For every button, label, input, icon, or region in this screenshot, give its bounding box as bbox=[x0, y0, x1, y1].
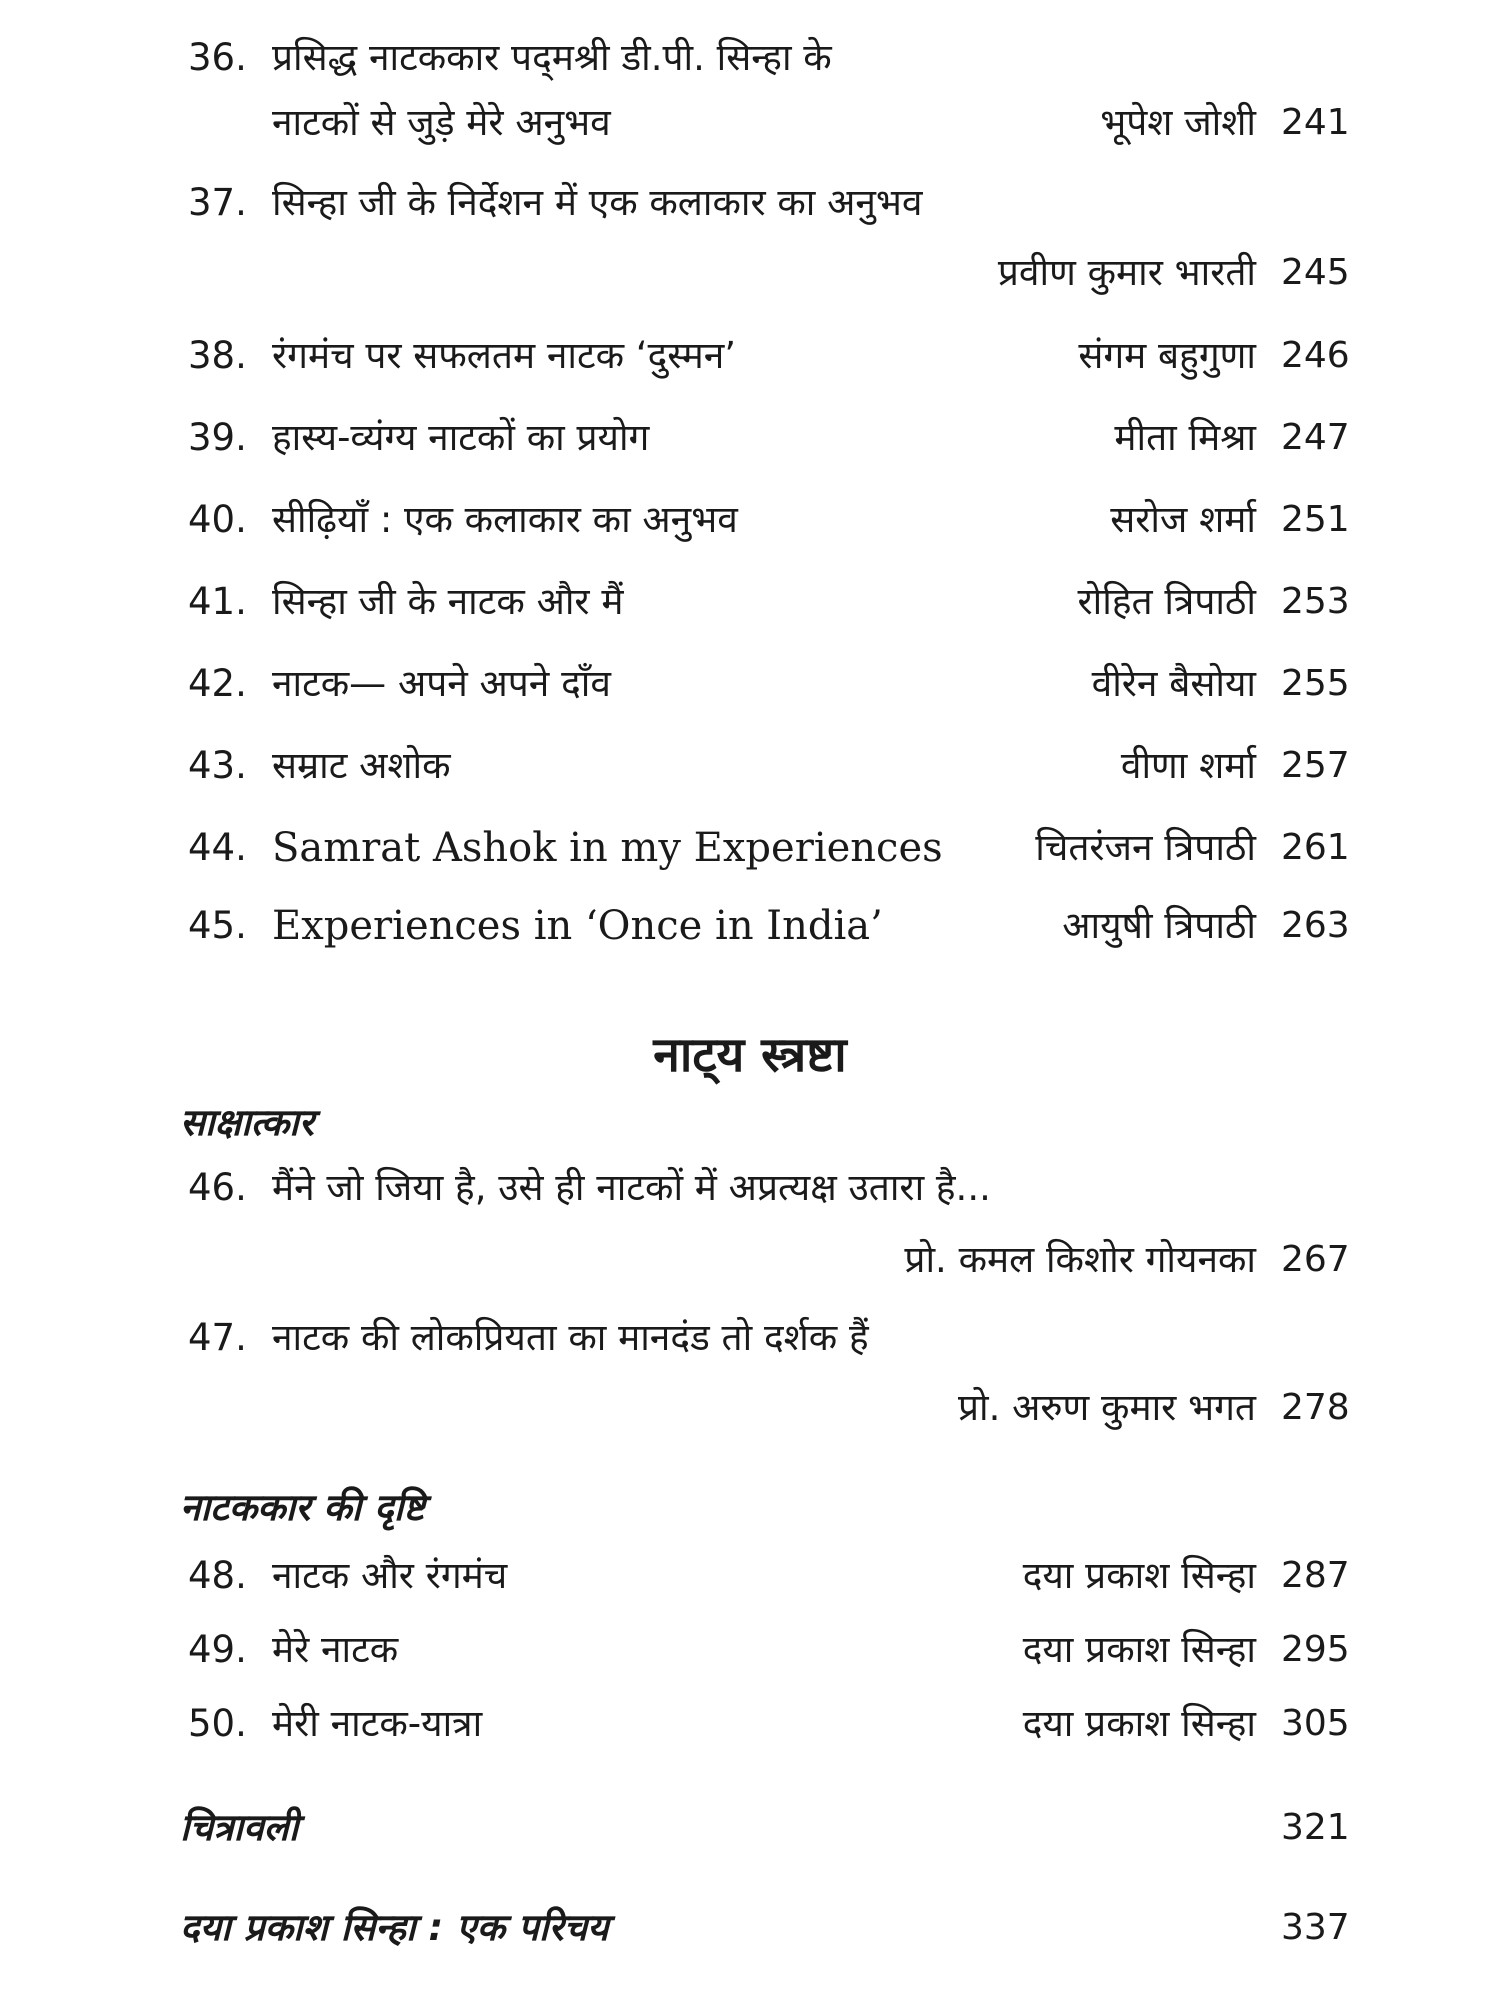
toc-entry-41 bbox=[0, 574, 1500, 630]
entry-author: सरोज शर्मा bbox=[1110, 498, 1256, 541]
entry-author: संगम बहुगुणा bbox=[1078, 334, 1256, 377]
entry-title-continued: नाटकों से जुड़े मेरे अनुभव bbox=[272, 101, 611, 144]
gallery-label: चित्रावली bbox=[180, 1806, 299, 1849]
entry-number: 47. bbox=[188, 1316, 247, 1359]
toc-entry-46-author-line bbox=[0, 1232, 1500, 1288]
toc-entry-37-author-line bbox=[0, 245, 1500, 301]
entry-page-number: 263 bbox=[1281, 905, 1350, 946]
entry-page-number: 255 bbox=[1281, 663, 1350, 704]
entry-title: नाटक— अपने अपने दाँव bbox=[272, 662, 611, 705]
entry-number: 38. bbox=[188, 334, 247, 377]
toc-entry-48 bbox=[0, 1548, 1500, 1604]
entry-page-number: 251 bbox=[1281, 499, 1350, 540]
entry-page-number: 241 bbox=[1281, 102, 1350, 143]
entry-author: चितरंजन त्रिपाठी bbox=[1035, 826, 1256, 869]
entry-page-number: 321 bbox=[1281, 1807, 1350, 1848]
entry-page-number: 246 bbox=[1281, 335, 1350, 376]
toc-entry-36 bbox=[0, 30, 1500, 86]
entry-page-number: 253 bbox=[1281, 581, 1350, 622]
entry-number: 37. bbox=[188, 181, 247, 224]
interviews-heading: साक्षात्कार bbox=[180, 1101, 314, 1144]
entry-title: नाटक और रंगमंच bbox=[272, 1554, 508, 1597]
entry-title: रंगमंच पर सफलतम नाटक ‘दुस्मन’ bbox=[272, 334, 737, 377]
entry-number: 50. bbox=[188, 1702, 247, 1745]
entry-title: सिन्हा जी के निर्देशन में एक कलाकार का अनुभव bbox=[272, 181, 923, 224]
entry-page-number: 287 bbox=[1281, 1555, 1350, 1596]
entry-number: 36. bbox=[188, 36, 247, 79]
toc-entry-49 bbox=[0, 1622, 1500, 1678]
entry-number: 39. bbox=[188, 416, 247, 459]
entry-title: सम्राट अशोक bbox=[272, 744, 451, 787]
toc-entry-37 bbox=[0, 175, 1500, 231]
toc-entry-44 bbox=[0, 820, 1500, 876]
entry-title: मैंने जो जिया है, उसे ही नाटकों में अप्रत्यक्ष उतारा है... bbox=[272, 1166, 991, 1209]
entry-page-number: 245 bbox=[1281, 252, 1350, 293]
entry-author: दया प्रकाश सिन्हा bbox=[1022, 1554, 1256, 1597]
entry-title: नाटक की लोकप्रियता का मानदंड तो दर्शक हैं bbox=[272, 1316, 869, 1359]
entry-author: प्रो. कमल किशोर गोयनका bbox=[904, 1238, 1256, 1281]
entry-title: हास्य-व्यंग्य नाटकों का प्रयोग bbox=[272, 416, 650, 459]
entry-author: दया प्रकाश सिन्हा bbox=[1022, 1702, 1256, 1745]
entry-page-number: 267 bbox=[1281, 1239, 1350, 1280]
entry-page-number: 305 bbox=[1281, 1703, 1350, 1744]
entry-number: 46. bbox=[188, 1166, 247, 1209]
entry-number: 48. bbox=[188, 1554, 247, 1597]
entry-page-number: 295 bbox=[1281, 1629, 1350, 1670]
entry-author: वीरेन बैसोया bbox=[1091, 662, 1256, 705]
entry-author: प्रवीण कुमार भारती bbox=[997, 251, 1256, 294]
toc-entry-42 bbox=[0, 656, 1500, 712]
entry-author: वीणा शर्मा bbox=[1120, 744, 1256, 787]
entry-title: Experiences in ‘Once in India’ bbox=[272, 903, 883, 949]
entry-number: 45. bbox=[188, 904, 247, 947]
entry-number: 44. bbox=[188, 826, 247, 869]
entry-author: भूपेश जोशी bbox=[1100, 101, 1256, 144]
toc-entry-46 bbox=[0, 1160, 1500, 1216]
entry-author: मीता मिश्रा bbox=[1114, 416, 1256, 459]
entry-author: रोहित त्रिपाठी bbox=[1077, 580, 1256, 623]
entry-page-number: 257 bbox=[1281, 745, 1350, 786]
toc-entry-50 bbox=[0, 1696, 1500, 1752]
entry-number: 40. bbox=[188, 498, 247, 541]
entry-page-number: 278 bbox=[1281, 1387, 1350, 1428]
playwright-view-heading: नाटककार की दृष्टि bbox=[180, 1486, 425, 1529]
introduction-label: दया प्रकाश सिन्हा : एक परिचय bbox=[180, 1906, 609, 1949]
entry-page-number: 337 bbox=[1281, 1907, 1350, 1948]
entry-title: मेरे नाटक bbox=[272, 1628, 399, 1671]
entry-title: Samrat Ashok in my Experiences bbox=[272, 825, 943, 871]
toc-entry-36-continued bbox=[0, 95, 1500, 151]
entry-number: 43. bbox=[188, 744, 247, 787]
entry-page-number: 247 bbox=[1281, 417, 1350, 458]
toc-entry-40 bbox=[0, 492, 1500, 548]
entry-number: 41. bbox=[188, 580, 247, 623]
toc-entry-introduction bbox=[0, 1900, 1500, 1956]
toc-entry-38 bbox=[0, 328, 1500, 384]
section-heading: नाट्‌य स्त्रष्टा bbox=[653, 1027, 847, 1083]
entry-number: 42. bbox=[188, 662, 247, 705]
toc-entry-43 bbox=[0, 738, 1500, 794]
toc-entry-47 bbox=[0, 1310, 1500, 1366]
toc-entry-gallery bbox=[0, 1800, 1500, 1856]
toc-entry-47-author-line bbox=[0, 1380, 1500, 1436]
entry-title: सिन्हा जी के नाटक और मैं bbox=[272, 580, 624, 623]
toc-entry-45 bbox=[0, 898, 1500, 954]
entry-title: मेरी नाटक-यात्रा bbox=[272, 1702, 483, 1745]
entry-number: 49. bbox=[188, 1628, 247, 1671]
entry-author: दया प्रकाश सिन्हा bbox=[1022, 1628, 1256, 1671]
entry-page-number: 261 bbox=[1281, 827, 1350, 868]
entry-author: प्रो. अरुण कुमार भगत bbox=[957, 1386, 1256, 1429]
entry-title: सीढ़ियाँ : एक कलाकार का अनुभव bbox=[272, 498, 738, 541]
entry-title: प्रसिद्ध नाटककार पद्‌मश्री डी.पी. सिन्हा के bbox=[272, 36, 832, 79]
toc-entry-39 bbox=[0, 410, 1500, 466]
entry-author: आयुषी त्रिपाठी bbox=[1062, 904, 1256, 947]
